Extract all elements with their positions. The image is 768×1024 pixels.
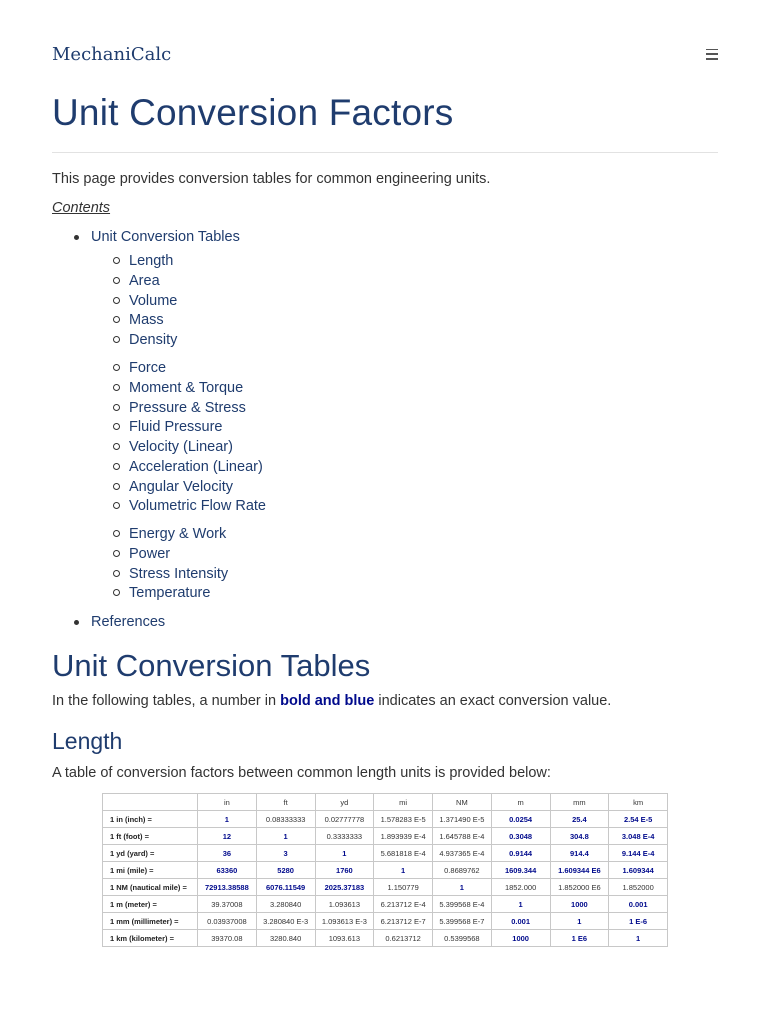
table-cell: 6.213712 E-4 (374, 896, 433, 913)
table-cell-exact: 1609.344 (491, 862, 550, 879)
table-cell-exact: 3 (256, 845, 315, 862)
toc-link-fluid-pressure[interactable]: Fluid Pressure (129, 419, 223, 436)
table-header-row (103, 794, 668, 811)
toc-link-pressure-stress[interactable]: Pressure & Stress (129, 399, 246, 416)
table-cell-exact: 0.001 (491, 913, 550, 930)
table-cell: 3.280840 (256, 896, 315, 913)
table-cell: 0.6213712 (374, 930, 433, 947)
table-cell: 5.399568 E-4 (433, 896, 492, 913)
table-cell: 0.8689762 (433, 862, 492, 879)
table-row (103, 845, 668, 862)
table-cell-exact: 0.0254 (491, 811, 550, 828)
row-label: 1 m (meter) = (103, 896, 198, 913)
column-header-yd: yd (315, 794, 374, 811)
table-cell-exact: 1 E-6 (609, 913, 668, 930)
table-row (103, 862, 668, 879)
table-cell-exact: 2025.37183 (315, 879, 374, 896)
column-header-m: m (491, 794, 550, 811)
table-cell-exact: 1 (550, 913, 609, 930)
table-cell-exact: 1.609344 (609, 862, 668, 879)
toc-link-velocity-linear[interactable]: Velocity (Linear) (129, 439, 233, 455)
table-cell-exact: 63360 (198, 862, 257, 879)
length-heading: Length (52, 728, 123, 754)
table-cell: 1.852000 (609, 879, 668, 896)
toc-link-density[interactable]: Density (129, 332, 178, 348)
note-text-after: indicates an exact conversion value. (374, 693, 612, 709)
table-cell-exact: 1000 (491, 930, 550, 947)
table-cell-exact: 1.609344 E6 (550, 862, 609, 879)
table-cell-exact: 25.4 (550, 811, 609, 828)
row-label: 1 mi (mile) = (103, 862, 198, 879)
table-cell: 5.681818 E-4 (374, 845, 433, 862)
table-cell-exact: 1 (256, 828, 315, 845)
toc-link-area[interactable]: Area (129, 272, 160, 289)
row-label: 1 in (inch) = (103, 811, 198, 828)
table-cell: 1.893939 E-4 (374, 828, 433, 845)
table-cell-exact: 72913.38588 (198, 879, 257, 896)
row-label: 1 NM (nautical mile) = (103, 879, 198, 896)
toc-link-volumetric-flow-rate[interactable]: Volumetric Flow Rate (129, 498, 266, 515)
table-cell: 6.213712 E-7 (374, 913, 433, 930)
toc-link-stress-intensity[interactable]: Stress Intensity (129, 565, 229, 582)
title-divider (52, 152, 718, 153)
table-cell: 4.937365 E-4 (433, 845, 492, 862)
table-cell: 1.371490 E-5 (433, 811, 492, 828)
table-row (103, 828, 668, 845)
table-cell: 39370.08 (198, 930, 257, 947)
exact-value-note (52, 693, 611, 709)
table-cell: 1.852000 E6 (550, 879, 609, 896)
table-cell-exact: 36 (198, 845, 257, 862)
table-cell: 3.280840 E-3 (256, 913, 315, 930)
toc-item-references-link[interactable]: References (91, 614, 166, 630)
table-cell: 0.5399568 (433, 930, 492, 947)
table-cell: 1.578283 E-5 (374, 811, 433, 828)
toc-link-angular-velocity[interactable]: Angular Velocity (129, 478, 233, 495)
table-row (103, 879, 668, 896)
row-label: 1 km (kilometer) = (103, 930, 198, 947)
table-cell-exact: 5280 (256, 862, 315, 879)
table-cell: 5.399568 E-7 (433, 913, 492, 930)
note-text-before: In the following tables, a number in (52, 693, 281, 709)
row-label: 1 ft (foot) = (103, 828, 198, 845)
toc-link-length[interactable]: Length (129, 253, 174, 269)
section-heading: Unit Conversion Tables (52, 648, 371, 683)
table-cell: 0.3333333 (315, 828, 374, 845)
table-cell-exact: 0.001 (609, 896, 668, 913)
toc-link-volume[interactable]: Volume (129, 292, 178, 309)
table-cell-exact: 1 (315, 845, 374, 862)
column-header-mi: mi (374, 794, 433, 811)
table-cell: 1.093613 (315, 896, 374, 913)
note-bold-text: bold and blue (280, 693, 375, 709)
table-cell: 39.37008 (198, 896, 257, 913)
page-title: Unit Conversion Factors (52, 92, 454, 133)
table-cell-exact: 1 E6 (550, 930, 609, 947)
table-row (103, 913, 668, 930)
table-cell-exact: 1 (491, 896, 550, 913)
row-label: 1 yd (yard) = (103, 845, 198, 862)
column-header-mm: mm (550, 794, 609, 811)
table-cell-exact: 914.4 (550, 845, 609, 862)
table-cell: 3280.840 (256, 930, 315, 947)
table-cell: 0.02777778 (315, 811, 374, 828)
hamburger-menu-icon[interactable] (706, 49, 718, 60)
toc-link-mass[interactable]: Mass (129, 312, 164, 329)
toc-link-moment-torque[interactable]: Moment & Torque (129, 379, 244, 396)
table-cell-exact: 1 (609, 930, 668, 947)
table-cell-exact: 0.9144 (491, 845, 550, 862)
table-cell-exact: 1760 (315, 862, 374, 879)
table-cell: 1852.000 (491, 879, 550, 896)
table-cell: 1.150779 (374, 879, 433, 896)
column-header-ft: ft (256, 794, 315, 811)
column-header-blank (103, 794, 198, 811)
table-cell-exact: 1 (374, 862, 433, 879)
column-header-nm: NM (433, 794, 492, 811)
table-cell: 0.08333333 (256, 811, 315, 828)
toc-link-temperature[interactable]: Temperature (129, 585, 211, 602)
column-header-km: km (609, 794, 668, 811)
table-cell-exact: 9.144 E-4 (609, 845, 668, 862)
table-row (103, 896, 668, 913)
table-cell-exact: 2.54 E-5 (609, 811, 668, 828)
toc-link-acceleration-linear[interactable]: Acceleration (Linear) (129, 458, 263, 475)
table-cell-exact: 6076.11549 (256, 879, 315, 896)
table-row (103, 930, 668, 947)
toc-link-power[interactable]: Power (129, 545, 171, 562)
contents-label: Contents (52, 200, 111, 216)
column-header-in: in (198, 794, 257, 811)
table-cell-exact: 0.3048 (491, 828, 550, 845)
table-cell-exact: 304.8 (550, 828, 609, 845)
length-description: A table of conversion factors between common length units is provided below: (52, 765, 551, 781)
top-bar (52, 40, 718, 68)
table-cell-exact: 12 (198, 828, 257, 845)
length-conversion-table (102, 793, 668, 947)
toc-link-force[interactable]: Force (129, 360, 167, 376)
row-label: 1 mm (millimeter) = (103, 913, 198, 930)
intro-text: This page provides conversion tables for common engineering units. (52, 171, 491, 187)
toc-item-unit-conversion-tables-link[interactable]: Unit Conversion Tables (91, 229, 240, 245)
table-cell-exact: 1 (198, 811, 257, 828)
table-cell-exact: 3.048 E-4 (609, 828, 668, 845)
table-cell: 1093.613 (315, 930, 374, 947)
table-cell: 1.645788 E-4 (433, 828, 492, 845)
site-logo[interactable]: MechaniCalc (52, 43, 172, 65)
table-cell-exact: 1000 (550, 896, 609, 913)
table-cell-exact: 1 (433, 879, 492, 896)
table-cell: 0.03937008 (198, 913, 257, 930)
table-row (103, 811, 668, 828)
toc-link-energy-work[interactable]: Energy & Work (129, 526, 227, 542)
table-cell: 1.093613 E-3 (315, 913, 374, 930)
